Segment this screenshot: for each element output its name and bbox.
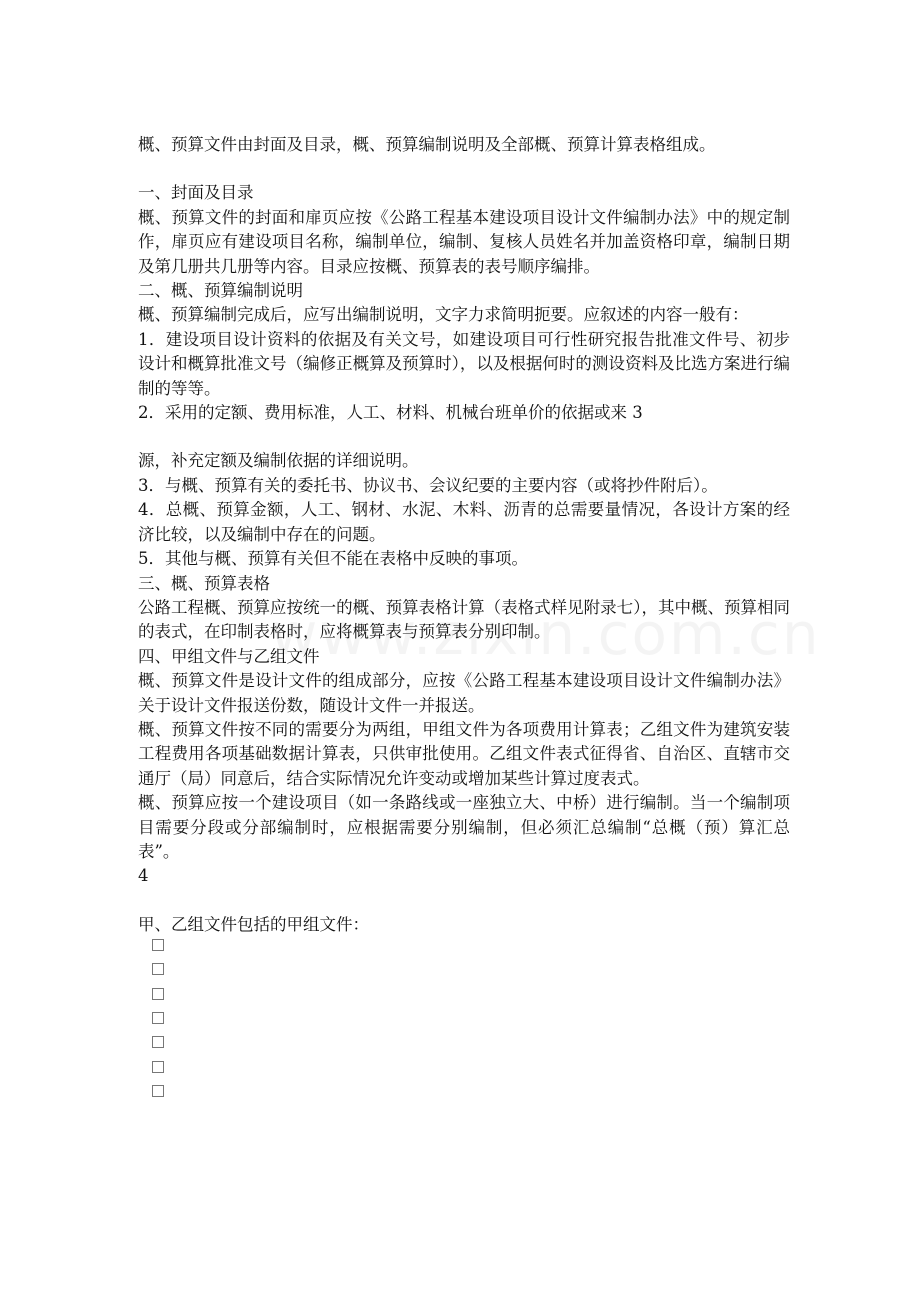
placeholder-box-icon xyxy=(152,963,164,975)
intro-paragraph: 概、预算文件由封面及目录，概、预算编制说明及全部概、预算计算表格组成。 xyxy=(138,135,716,154)
list-item-2-continued: 源，补充定额及编制依据的详细说明。 xyxy=(138,451,419,471)
list-item-2: 2．采用的定额、费用标准，人工、材料、机械台班单价的依据或来 3 xyxy=(138,403,643,423)
page-number: 4 xyxy=(138,866,149,886)
list-item-4: 4．总概、预算金额，人工、钢材、水泥、木料、沥青的总需要量情况，各设计方案的经济比较，以及编制中存在的问题。 xyxy=(138,500,790,544)
section-4-body-1: 概、预算文件是设计文件的组成部分，应按《公路工程基本建设项目设计文件编制办法》关于设计文件报送份数，随设计文件一并报送。 xyxy=(138,671,790,715)
list-item-5: 5．其他与概、预算有关但不能在表格中反映的事项。 xyxy=(138,549,528,569)
section-4-body-2: 概、预算文件按不同的需要分为两组，甲组文件为各项费用计算表；乙组文件为建筑安装工程费用各项基础数据计算表，只供审批使用。乙组文件表式征得省、自治区、直辖市交通厅（局）同意后，结合实际情况允许变动或增加某些计算过度表式。 xyxy=(138,719,790,788)
section-2-title: 二、概、预算编制说明 xyxy=(138,281,303,301)
placeholder-box-icon xyxy=(152,1085,164,1097)
placeholder-box-icon xyxy=(152,1012,164,1024)
placeholder-box-icon xyxy=(152,988,164,1000)
section-1-body: 概、预算文件的封面和扉页应按《公路工程基本建设项目设计文件编制办法》中的规定制作，扉页应有建设项目名称，编制单位，编制、复核人员姓名并加盖资格印章，编制日期及第几册共几册等内容。目录应按概、预算表的表号顺序编排。 xyxy=(138,207,790,276)
section-4-body-3: 概、预算应按一个建设项目（如一条路线或一座独立大、中桥）进行编制。当一个编制项目需要分段或分部编制时，应根据需要分别编制，但必须汇总编制“总概（预）算汇总表”。 xyxy=(138,793,790,861)
section-3-body: 公路工程概、预算应按统一的概、预算表格计算（表格式样见附录七），其中概、预算相同的表式，在印制表格时，应将概算表与预算表分别印制。 xyxy=(138,597,790,642)
placeholder-box-icon xyxy=(152,1061,164,1073)
list-item-3: 3．与概、预算有关的委托书、协议书、会议纪要的主要内容（或将抄件附后）。 xyxy=(138,475,718,495)
jia-group-title: 甲、乙组文件包括的甲组文件： xyxy=(138,914,369,934)
section-4-title: 四、甲组文件与乙组文件 xyxy=(138,646,320,666)
section-2-body: 概、预算编制完成后，应写出编制说明，文字力求简明扼要。应叙述的内容一般有： xyxy=(138,305,749,325)
document-body xyxy=(138,133,790,1109)
placeholder-box-icon xyxy=(152,939,164,951)
section-1-title: 一、封面及目录 xyxy=(138,183,254,203)
list-item-1: 1．建设项目设计资料的依据及有关文号，如建设项目可行性研究报告批准文件号、初步设计和概算批准文号（编修正概算及预算时），以及根据何时的测设资料及比选方案进行编制的等等。 xyxy=(138,329,790,398)
placeholder-box-list xyxy=(138,939,790,1097)
placeholder-box-icon xyxy=(152,1036,164,1048)
section-3-title: 三、概、预算表格 xyxy=(138,573,270,593)
